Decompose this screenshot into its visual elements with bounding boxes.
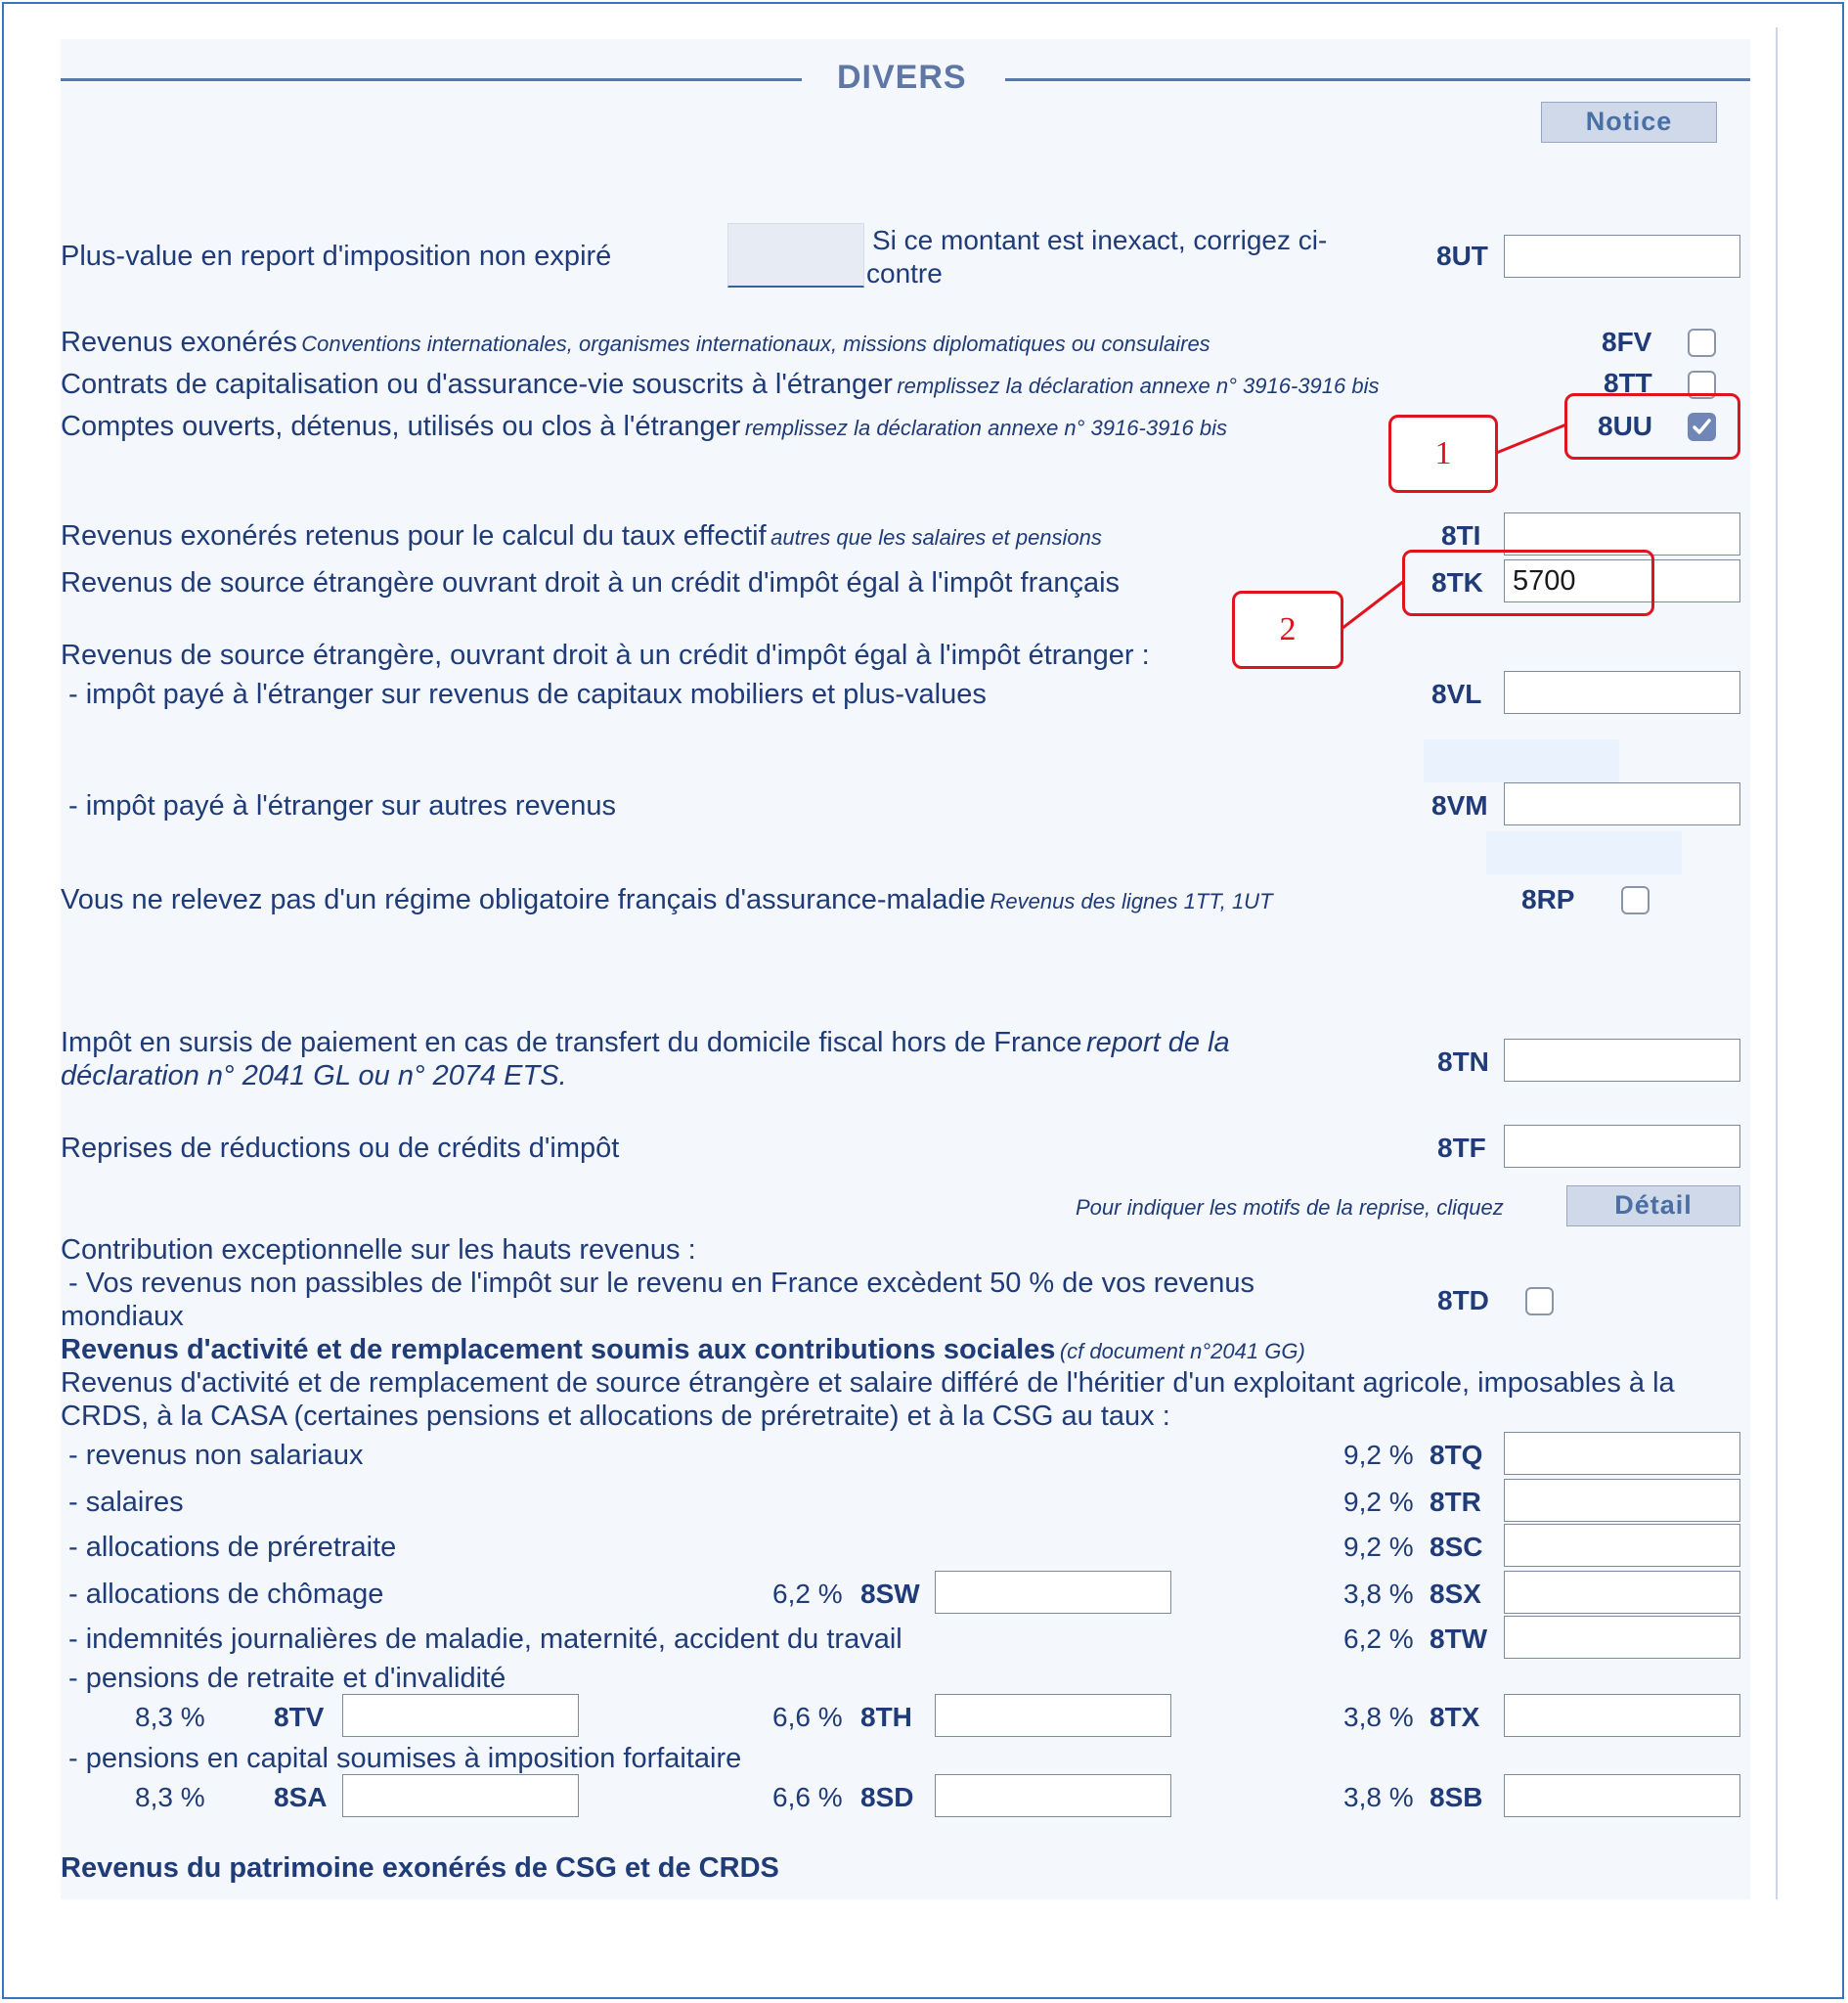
source-etrangere-fr-label: Revenus de source étrangère ouvrant droit à un crédit d'impôt égal à l'impôt français bbox=[61, 567, 1121, 599]
rate-8tq: 9,2 % bbox=[1343, 1440, 1414, 1470]
row-taux-effectif bbox=[61, 520, 1102, 553]
code-8tv: 8TV bbox=[274, 1702, 325, 1732]
non-salariaux-label: - revenus non salariaux bbox=[68, 1440, 364, 1471]
input-8vl[interactable] bbox=[1504, 671, 1740, 714]
code-8tf: 8TF bbox=[1437, 1133, 1486, 1163]
code-8vl: 8VL bbox=[1431, 679, 1482, 709]
callout-highlight-8uu bbox=[1564, 393, 1740, 460]
patrimoine-title: Revenus du patrimoine exonérés de CSG et de CRDS bbox=[61, 1852, 779, 1884]
code-8sd: 8SD bbox=[860, 1782, 914, 1812]
maladie-note: Revenus des lignes 1TT, 1UT bbox=[990, 889, 1273, 913]
section-title: DIVERS bbox=[837, 59, 967, 96]
salaires-label: - salaires bbox=[68, 1487, 184, 1518]
code-8sx: 8SX bbox=[1430, 1579, 1481, 1609]
sursis-line-1 bbox=[61, 1027, 1230, 1059]
code-8sa: 8SA bbox=[274, 1782, 328, 1812]
row-maladie bbox=[61, 884, 1273, 916]
checkbox-8td[interactable] bbox=[1525, 1287, 1554, 1315]
taux-effectif-note: autres que les salaires et pensions bbox=[770, 525, 1102, 550]
panel-divider bbox=[1776, 27, 1778, 1899]
pensions-label: - pensions de retraite et d'invalidité bbox=[68, 1663, 506, 1694]
taux-effectif-label: Revenus exonérés retenus pour le calcul du taux effectif bbox=[61, 520, 767, 552]
input-8vm[interactable] bbox=[1504, 782, 1740, 825]
detail-hint: Pour indiquer les motifs de la reprise, cliquez bbox=[1076, 1195, 1504, 1220]
contrib-intro-2: CRDS, à la CASA (certaines pensions et allocations de préretraite) et à la CSG au taux : bbox=[61, 1401, 1170, 1432]
input-8tx[interactable] bbox=[1504, 1694, 1740, 1737]
rate-8sa: 8,3 % bbox=[135, 1782, 205, 1812]
header-rule-left bbox=[61, 78, 802, 81]
code-8tn: 8TN bbox=[1437, 1046, 1489, 1077]
checkbox-8fv[interactable] bbox=[1688, 329, 1716, 357]
tooltip-placeholder-8vm bbox=[1486, 831, 1682, 874]
rate-8tx: 3,8 % bbox=[1343, 1702, 1414, 1732]
row-comptes bbox=[61, 411, 1227, 443]
contrats-label: Contrats de capitalisation ou d'assurance-vie souscrits à l'étranger bbox=[61, 369, 893, 400]
chomage-label: - allocations de chômage bbox=[68, 1579, 384, 1610]
contribution-heading: Contribution exceptionnelle sur les hauts revenus : bbox=[61, 1234, 696, 1266]
notice-button[interactable]: Notice bbox=[1541, 102, 1717, 143]
contribution-line-1: - Vos revenus non passibles de l'impôt sur le revenu en France excèdent 50 % de vos revenus bbox=[68, 1268, 1254, 1299]
maladie-label: Vous ne relevez pas d'un régime obligatoire français d'assurance-maladie bbox=[61, 884, 987, 915]
source-etrangere-heading: Revenus de source étrangère, ouvrant droit à un crédit d'impôt égal à l'impôt étranger : bbox=[61, 640, 1150, 671]
code-8vm: 8VM bbox=[1431, 790, 1488, 821]
contrats-note: remplissez la déclaration annexe n° 3916-3916 bis bbox=[897, 374, 1380, 398]
reprises-label: Reprises de réductions ou de crédits d'impôt bbox=[61, 1133, 620, 1164]
preretraite-label: - allocations de préretraite bbox=[68, 1532, 397, 1563]
sursis-note-2: déclaration n° 2041 GL ou n° 2074 ETS. bbox=[61, 1060, 567, 1091]
code-8tk: 8TK bbox=[1431, 567, 1483, 598]
code-8tw: 8TW bbox=[1430, 1624, 1488, 1654]
rate-8tr: 9,2 % bbox=[1343, 1487, 1414, 1517]
code-8tr: 8TR bbox=[1430, 1487, 1481, 1517]
header-rule-right bbox=[1005, 78, 1750, 81]
sursis-label: Impôt en sursis de paiement en cas de transfert du domicile fiscal hors de France bbox=[61, 1027, 1082, 1058]
capital-label: - pensions en capital soumises à imposition forfaitaire bbox=[68, 1743, 742, 1774]
contrib-sociales-title-row bbox=[61, 1334, 1305, 1366]
input-8th[interactable] bbox=[935, 1694, 1171, 1737]
comptes-label: Comptes ouverts, détenus, utilisés ou clos à l'étranger bbox=[61, 411, 741, 442]
plus-value-hint-1: Si ce montant est inexact, corrigez ci- bbox=[872, 225, 1328, 255]
code-8fv: 8FV bbox=[1602, 327, 1652, 357]
code-8sc: 8SC bbox=[1430, 1532, 1483, 1562]
input-8tk[interactable]: 5700 bbox=[1504, 559, 1740, 602]
code-8rp: 8RP bbox=[1521, 884, 1575, 914]
code-8tt: 8TT bbox=[1604, 368, 1652, 398]
code-8ti: 8TI bbox=[1441, 520, 1481, 551]
code-8th: 8TH bbox=[860, 1702, 912, 1732]
row-exoneres bbox=[61, 327, 1210, 359]
rate-8sw: 6,2 % bbox=[772, 1579, 843, 1609]
contrib-sociales-title: Revenus d'activité et de remplacement soumis aux contributions sociales bbox=[61, 1334, 1056, 1365]
form-panel bbox=[61, 39, 1750, 1899]
code-8td: 8TD bbox=[1437, 1285, 1489, 1315]
rate-8tw: 6,2 % bbox=[1343, 1624, 1414, 1654]
sursis-note-1: report de la bbox=[1085, 1027, 1230, 1058]
checkbox-8rp[interactable] bbox=[1621, 886, 1650, 914]
input-8ut[interactable] bbox=[1504, 235, 1740, 278]
callout-2-label: 2 bbox=[1232, 591, 1343, 669]
rate-8sc: 9,2 % bbox=[1343, 1532, 1414, 1562]
input-8tq[interactable] bbox=[1504, 1432, 1740, 1475]
code-8tq: 8TQ bbox=[1430, 1440, 1483, 1470]
input-8sd[interactable] bbox=[935, 1774, 1171, 1817]
code-8sb: 8SB bbox=[1430, 1782, 1483, 1812]
input-8sc[interactable] bbox=[1504, 1524, 1740, 1567]
autres-label: - impôt payé à l'étranger sur autres revenus bbox=[68, 790, 617, 822]
row-contrats bbox=[61, 369, 1379, 401]
code-8sw: 8SW bbox=[860, 1579, 920, 1609]
input-8sw[interactable] bbox=[935, 1571, 1171, 1614]
input-8tr[interactable] bbox=[1504, 1479, 1740, 1522]
callout-2-connector bbox=[1336, 579, 1408, 636]
rate-8sd: 6,6 % bbox=[772, 1782, 843, 1812]
comptes-note: remplissez la déclaration annexe n° 3916-3916 bis bbox=[744, 416, 1228, 440]
exoneres-note: Conventions internationales, organismes internationaux, missions diplomatiques ou consulaires bbox=[301, 332, 1210, 356]
rate-8sx: 3,8 % bbox=[1343, 1579, 1414, 1609]
callout-highlight-8tk bbox=[1402, 550, 1654, 616]
input-8tw[interactable] bbox=[1504, 1616, 1740, 1659]
exoneres-label: Revenus exonérés bbox=[61, 327, 297, 358]
code-8uu: 8UU bbox=[1598, 411, 1653, 441]
rate-8th: 6,6 % bbox=[772, 1702, 843, 1732]
contrib-sociales-note: (cf document n°2041 GG) bbox=[1059, 1339, 1305, 1363]
detail-button[interactable]: Détail bbox=[1566, 1185, 1740, 1226]
code-8ut: 8UT bbox=[1436, 241, 1488, 271]
plus-value-hint-2: contre bbox=[866, 258, 943, 289]
contrib-intro-1: Revenus d'activité et de remplacement de source étrangère et salaire différé de l'héritier d'un exploitant agricole, imposables à la bbox=[61, 1367, 1675, 1399]
input-8tf[interactable] bbox=[1504, 1125, 1740, 1168]
plus-value-readonly-field bbox=[727, 223, 864, 288]
plus-value-label: Plus-value en report d'imposition non expiré bbox=[61, 241, 612, 272]
indemnites-label: - indemnités journalières de maladie, maternité, accident du travail bbox=[68, 1624, 902, 1655]
callout-1-connector bbox=[1492, 423, 1570, 462]
input-8sb[interactable] bbox=[1504, 1774, 1740, 1817]
input-8sa[interactable] bbox=[342, 1774, 579, 1817]
input-8tv[interactable] bbox=[342, 1694, 579, 1737]
contribution-line-2: mondiaux bbox=[61, 1301, 184, 1332]
tooltip-placeholder-8vl bbox=[1424, 739, 1619, 782]
input-8sx[interactable] bbox=[1504, 1571, 1740, 1614]
capitaux-label: - impôt payé à l'étranger sur revenus de capitaux mobiliers et plus-values bbox=[68, 679, 987, 710]
input-8tn[interactable] bbox=[1504, 1039, 1740, 1082]
rate-8sb: 3,8 % bbox=[1343, 1782, 1414, 1812]
rate-8tv: 8,3 % bbox=[135, 1702, 205, 1732]
callout-1-label: 1 bbox=[1388, 415, 1498, 493]
code-8tx: 8TX bbox=[1430, 1702, 1480, 1732]
